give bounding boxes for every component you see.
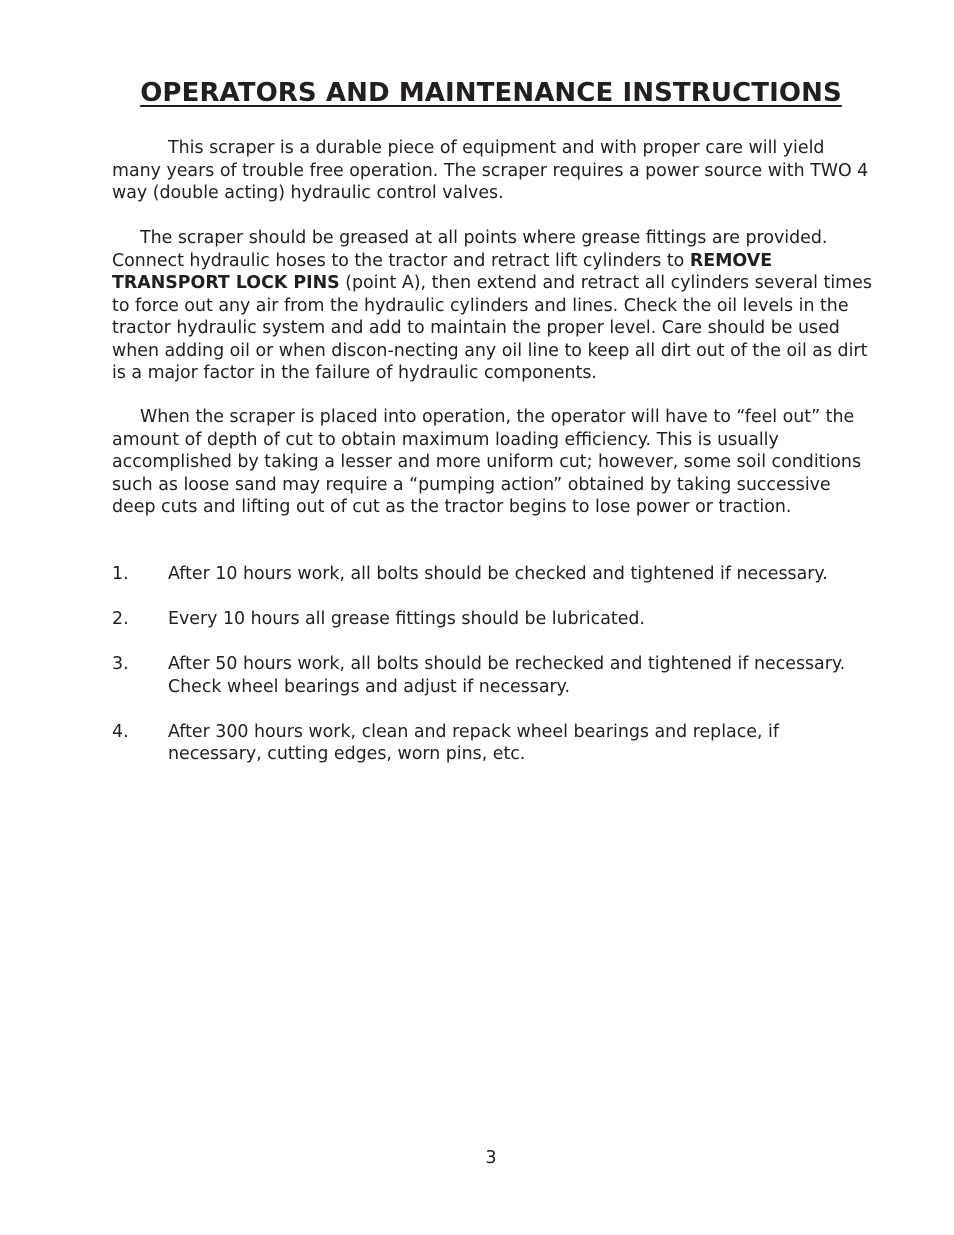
list-item-text: Every 10 hours all grease fittings should be lubricated. (168, 609, 645, 629)
intro-paragraph: This scraper is a durable piece of equipment and with proper care will yield many years of trouble free operation. The scraper requires a power source with TWO 4 way (double acting) hydraulic control valves. (112, 138, 869, 203)
list-item (112, 653, 878, 698)
greasing-text-before: The scraper should be greased at all points where grease fittings are provided. Connect hydraulic hoses to the tractor and retract lift cylinders to (112, 228, 828, 271)
greasing-text-after: (point A), then extend and retract all cylinders several times to force out any air from the hydraulic cylinders and lines. Check the oil levels in the tractor hydraulic system and add to maintain the proper level. Care should be used when adding oil or when discon-necting any oil line to keep all dirt out of the oil as dirt is a major factor in the failure of hydraulic components. (112, 273, 872, 383)
list-item-text: After 10 hours work, all bolts should be checked and tightened if necessary. (168, 564, 828, 584)
list-item-number: 1. (112, 564, 129, 584)
list-item-number: 4. (112, 721, 129, 742)
list-item-number: 2. (112, 609, 129, 629)
page-title: OPERATORS AND MAINTENANCE INSTRUCTIONS (140, 78, 842, 108)
maintenance-list (112, 563, 878, 788)
list-item-text: After 50 hours work, all bolts should be rechecked and tightened if necessary. Check wheel bearings and adjust if necessary. (168, 654, 846, 697)
list-item-text: After 300 hours work, clean and repack wheel bearings and replace, if necessary, cutting edges, worn pins, etc. (168, 721, 779, 764)
operation-paragraph: When the scraper is placed into operation, the operator will have to “feel out” the amount of depth of cut to obtain maximum loading efficiency. This is usually accomplished by taking a lesser and more uniform cut; however, some soil conditions such as loose sand may require a “pumping action” obtained by taking successive deep cuts and lifting out of cut as the tractor begins to lose power or traction. (112, 407, 862, 517)
list-item (112, 563, 878, 586)
list-item-number: 3. (112, 654, 129, 674)
transport-lock-warning: REMOVE TRANSPORT LOCK PINS (112, 250, 773, 293)
list-item (112, 608, 878, 631)
greasing-paragraph (112, 227, 878, 385)
list-item (112, 721, 878, 766)
page-number: 3 (485, 1148, 497, 1168)
